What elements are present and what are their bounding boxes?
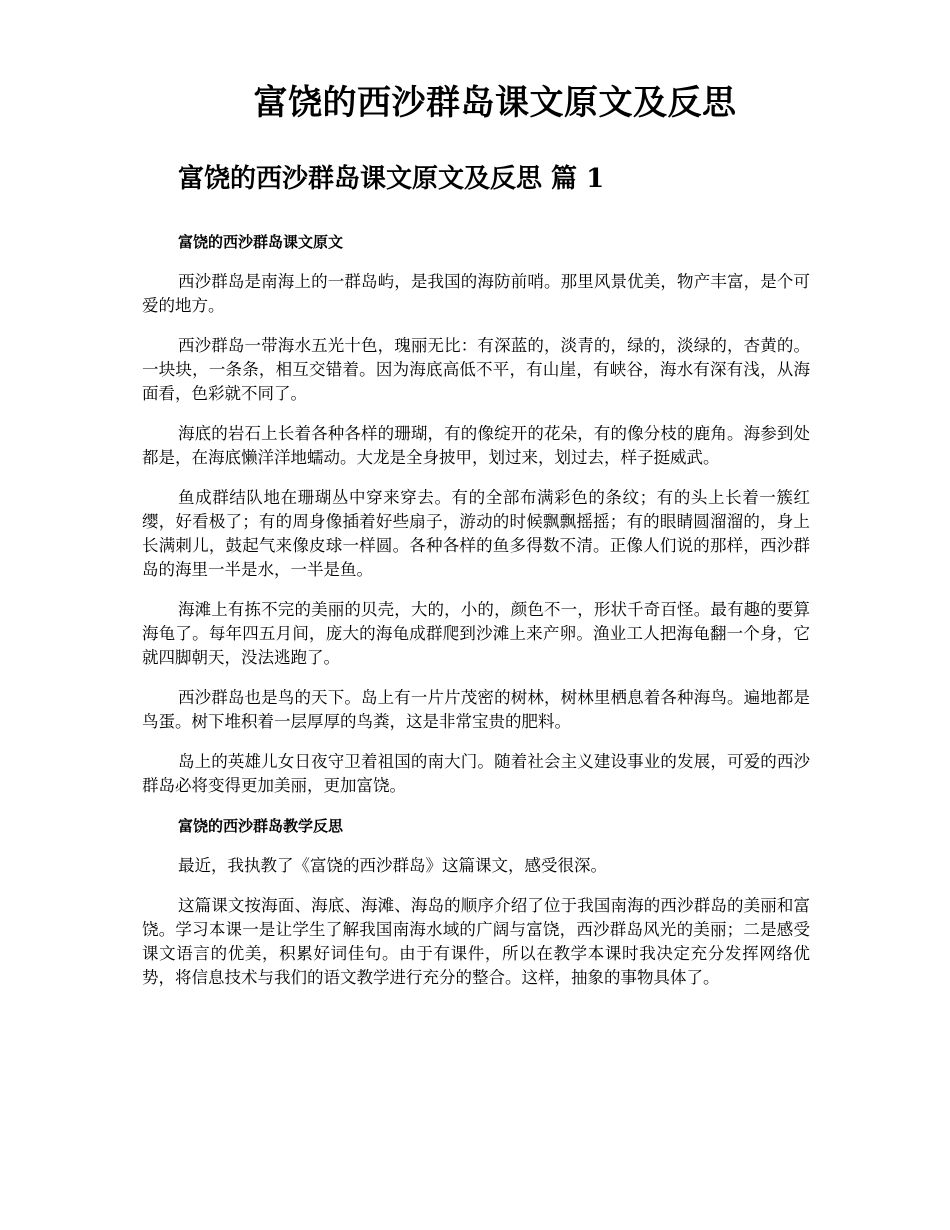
document-title: 富饶的西沙群岛课文原文及反思 bbox=[253, 83, 737, 123]
text-paragraph: 海滩上有拣不完的美丽的贝壳，大的，小的，颜色不一，形状千奇百怪。最有趣的要算海龟了。每年四五月间，庞大的海龟成群爬到沙滩上来产卵。渔业工人把海龟翻一个身，它就四脚朝天，没法逃跑了。 bbox=[142, 600, 810, 667]
text-paragraph: 海底的岩石上长着各种各样的珊瑚，有的像绽开的花朵，有的像分枝的鹿角。海参到处都是，在海底懒洋洋地蠕动。大龙是全身披甲，划过来，划过去，样子挺威武。 bbox=[142, 424, 810, 467]
text-paragraph: 岛上的英雄儿女日夜守卫着祖国的南大门。随着社会主义建设事业的发展，可爱的西沙群岛必将变得更加美丽，更加富饶。 bbox=[142, 752, 810, 795]
section-heading: 富饶的西沙群岛课文原文及反思 篇 1 bbox=[178, 164, 605, 194]
text-paragraph: 西沙群岛也是鸟的天下。岛上有一片片茂密的树林，树林里栖息着各种海鸟。遍地都是鸟蛋。树下堆积着一层厚厚的鸟粪，这是非常宝贵的肥料。 bbox=[142, 688, 810, 731]
reflection-paragraph: 这篇课文按海面、海底、海滩、海岛的顺序介绍了位于我国南海的西沙群岛的美丽和富饶。学习本课一是让学生了解我国南海水域的广阔与富饶，西沙群岛风光的美丽；二是感受课文语言的优美，积累好词佳句。由于有课件，所以在教学本课时我决定充分发挥网络优势，将信息技术与我们的语文教学进行充分的整合。这样，抽象的事物具体了。 bbox=[142, 896, 810, 987]
reflection-heading: 富饶的西沙群岛教学反思 bbox=[178, 817, 344, 835]
text-paragraph: 西沙群岛是南海上的一群岛屿，是我国的海防前哨。那里风景优美，物产丰富，是个可爱的地方。 bbox=[142, 272, 810, 315]
text-paragraph: 西沙群岛一带海水五光十色，瑰丽无比：有深蓝的，淡青的，绿的，淡绿的，杏黄的。一块块，一条条，相互交错着。因为海底高低不平，有山崖，有峡谷，海水有深有浅，从海面看，色彩就不同了。 bbox=[142, 336, 810, 403]
reflection-paragraph: 最近，我执教了《富饶的西沙群岛》这篇课文，感受很深。 bbox=[178, 856, 607, 875]
text-paragraph: 鱼成群结队地在珊瑚丛中穿来穿去。有的全部布满彩色的条纹；有的头上长着一簇红缨，好看极了；有的周身像插着好些扇子，游动的时候飘飘摇摇；有的眼睛圆溜溜的，身上长满刺儿，鼓起气来像皮球一样圆。各种各样的鱼多得数不清。正像人们说的那样，西沙群岛的海里一半是水，一半是鱼。 bbox=[142, 488, 810, 579]
subheading-text: 富饶的西沙群岛课文原文 bbox=[178, 233, 344, 251]
document-body bbox=[142, 230, 810, 1006]
